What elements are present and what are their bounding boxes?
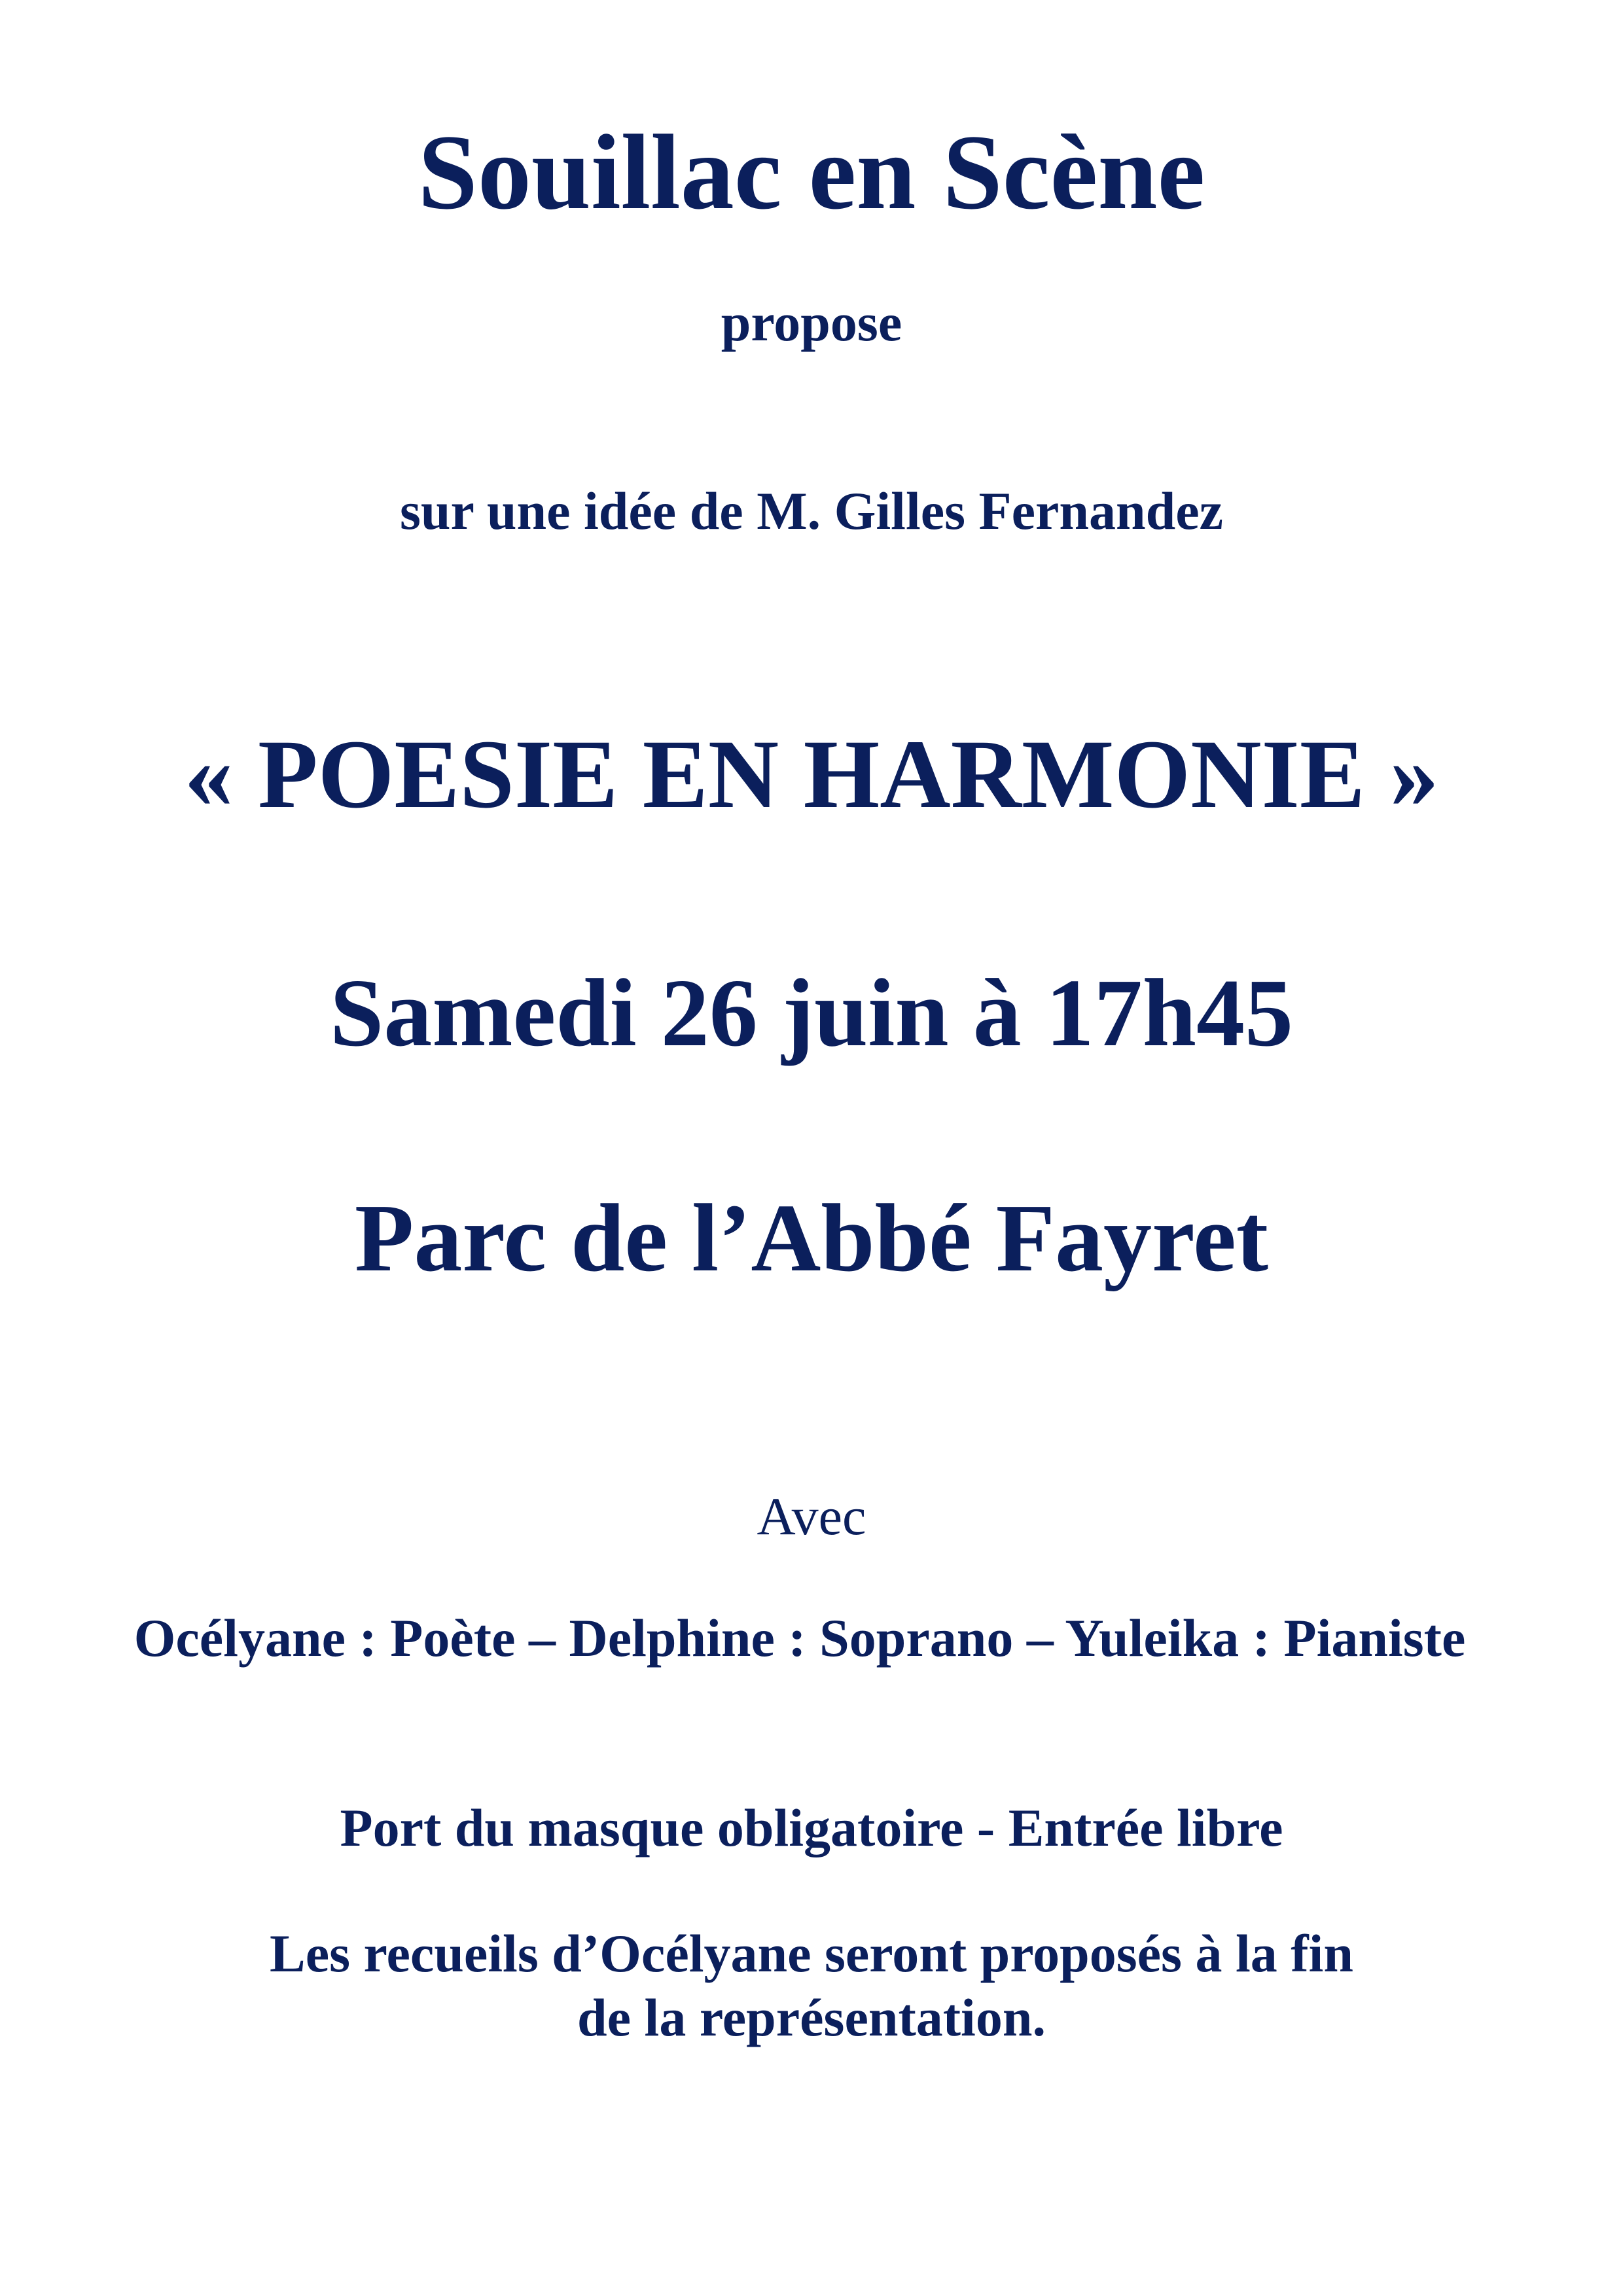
books-note-line-1: Les recueils d’Océlyane seront proposés à la fin [270, 1924, 1353, 1983]
event-venue: Parc de l’Abbé Fayret [354, 1185, 1269, 1292]
propose-text: propose [721, 293, 902, 352]
organizer-title: Souillac en Scène [418, 113, 1205, 232]
event-date-time: Samedi 26 juin à 17h45 [329, 960, 1294, 1067]
idea-credit: sur une idée de M. Gilles Fernandez [399, 481, 1224, 541]
books-note-line-2: de la représentation. [577, 1988, 1046, 2047]
avec-text: Avec [757, 1486, 866, 1546]
cast-list: Océlyane : Poète – Delphine : Soprano – Yuleika : Pianiste [134, 1608, 1466, 1668]
show-title: « POESIE EN HARMONIE » [184, 720, 1439, 829]
entry-notice: Port du masque obligatoire - Entrée libre [340, 1798, 1283, 1857]
